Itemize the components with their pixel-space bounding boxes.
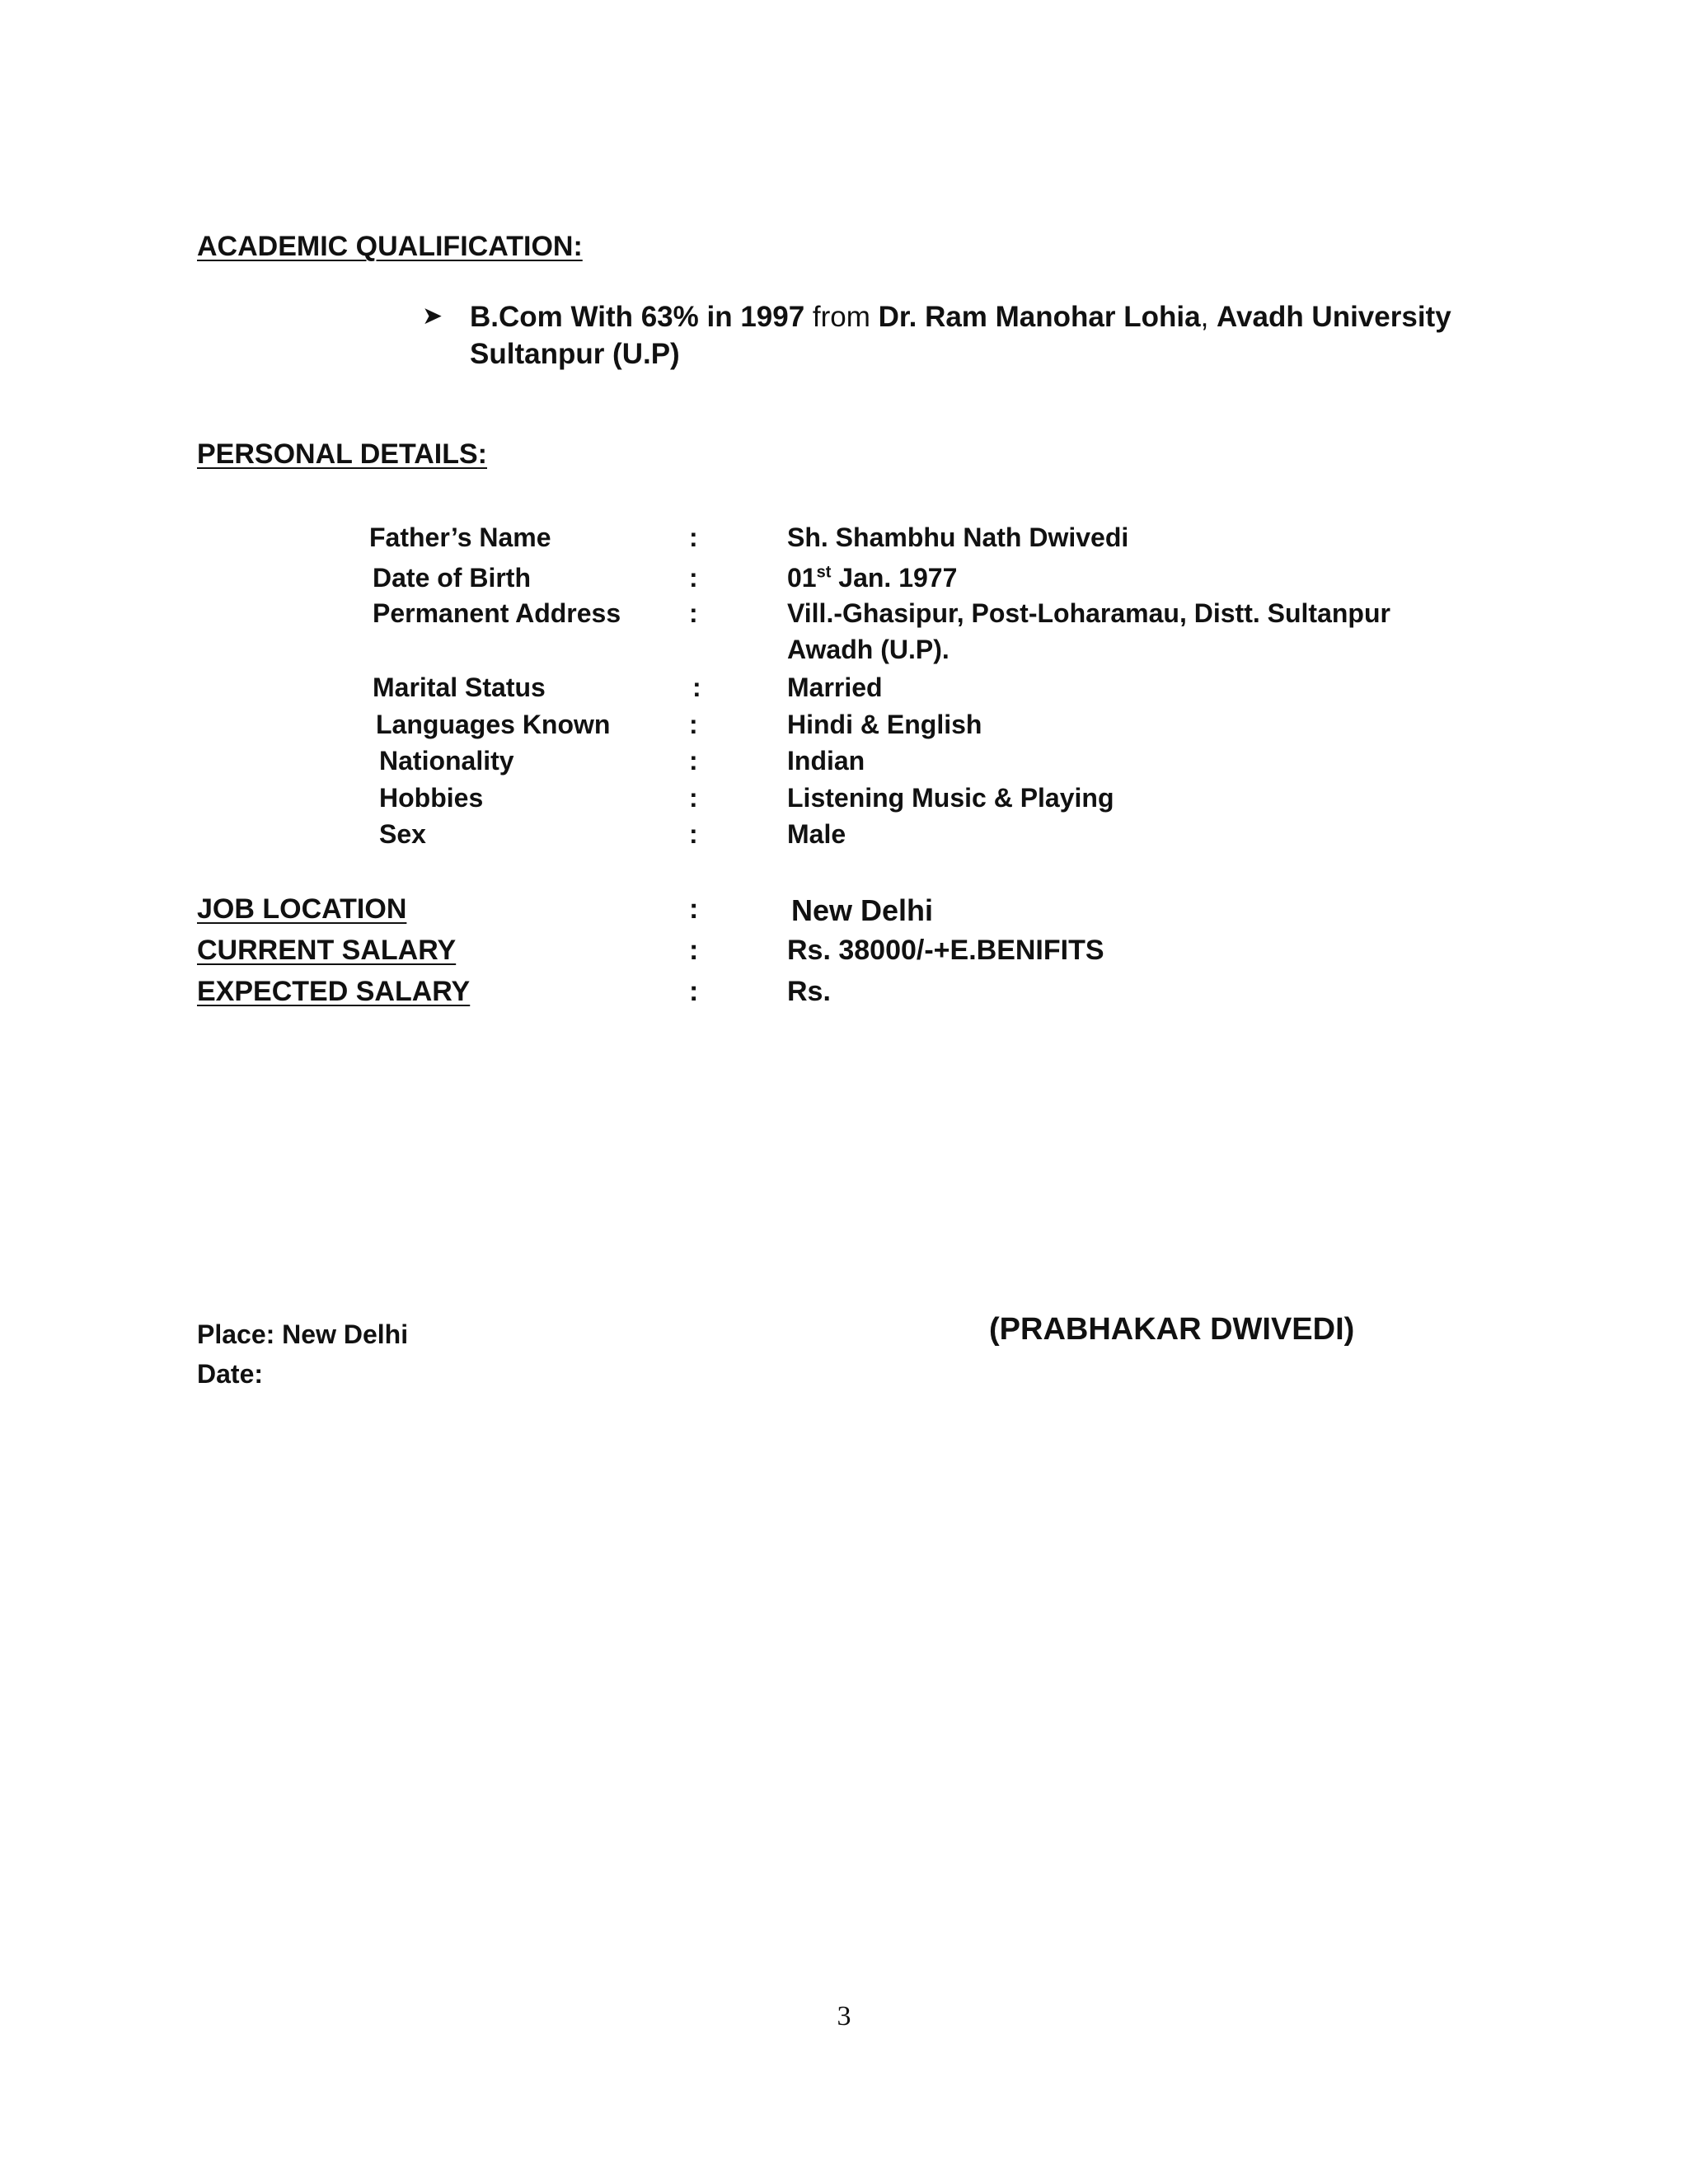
- degree-text: B.Com With 63% in 1997: [470, 301, 805, 333]
- job-value: Rs. 38000/-+E.BENIFITS: [787, 935, 1104, 966]
- detail-value: [787, 563, 957, 593]
- job-value: Rs.: [787, 976, 831, 1007]
- personal-details-heading: PERSONAL DETAILS:: [197, 438, 487, 470]
- detail-label: Father’s Name: [369, 523, 551, 552]
- date-text: Date:: [197, 1359, 264, 1389]
- detail-label: Languages Known: [376, 710, 611, 739]
- detail-value: Married: [787, 673, 883, 702]
- job-label: EXPECTED SALARY: [197, 976, 471, 1007]
- job-colon: :: [689, 976, 699, 1007]
- academic-qualification-item: [470, 298, 1508, 373]
- university-text: Avadh University Sultanpur (U.P): [470, 301, 1451, 370]
- detail-colon: :: [689, 523, 698, 552]
- detail-label: Marital Status: [373, 673, 546, 702]
- institution-text: Dr. Ram Manohar Lohia: [878, 301, 1201, 333]
- detail-colon: :: [689, 710, 698, 739]
- academic-heading: ACADEMIC QUALIFICATION:: [197, 231, 583, 262]
- detail-label: Hobbies: [379, 783, 484, 813]
- dob-ordinal: st: [816, 563, 832, 582]
- detail-value: Hindi & English: [787, 710, 982, 739]
- detail-colon: :: [689, 563, 698, 593]
- separator-text: ,: [1200, 301, 1209, 333]
- job-colon: :: [689, 893, 699, 925]
- detail-value: Indian: [787, 746, 865, 776]
- detail-label: Nationality: [379, 746, 514, 776]
- job-label: JOB LOCATION: [197, 893, 407, 925]
- from-text: from: [812, 301, 870, 333]
- detail-colon: :: [689, 783, 698, 813]
- job-value: New Delhi: [791, 893, 934, 927]
- detail-value-line2: Awadh (U.P).: [787, 635, 950, 664]
- dob-day: 01: [787, 563, 817, 593]
- detail-value: Sh. Shambhu Nath Dwivedi: [787, 523, 1129, 552]
- detail-value: Listening Music & Playing: [787, 783, 1114, 813]
- place-text: Place: New Delhi: [197, 1319, 409, 1349]
- job-colon: :: [689, 935, 699, 966]
- arrow-bullet-icon: ➤: [422, 302, 443, 330]
- detail-colon: :: [689, 746, 698, 776]
- detail-value: Male: [787, 819, 846, 849]
- detail-colon: :: [689, 598, 698, 628]
- detail-colon: :: [692, 673, 701, 702]
- detail-label: Sex: [379, 819, 426, 849]
- detail-colon: :: [689, 819, 698, 849]
- detail-label: Permanent Address: [373, 598, 621, 628]
- detail-value: Vill.-Ghasipur, Post-Loharamau, Distt. Sultanpur: [787, 598, 1390, 628]
- signature-name: (PRABHAKAR DWIVEDI): [989, 1312, 1355, 1347]
- job-label: CURRENT SALARY: [197, 935, 457, 966]
- page-number: 3: [837, 2001, 851, 2032]
- dob-rest: Jan. 1977: [831, 563, 958, 593]
- detail-label: Date of Birth: [373, 563, 531, 593]
